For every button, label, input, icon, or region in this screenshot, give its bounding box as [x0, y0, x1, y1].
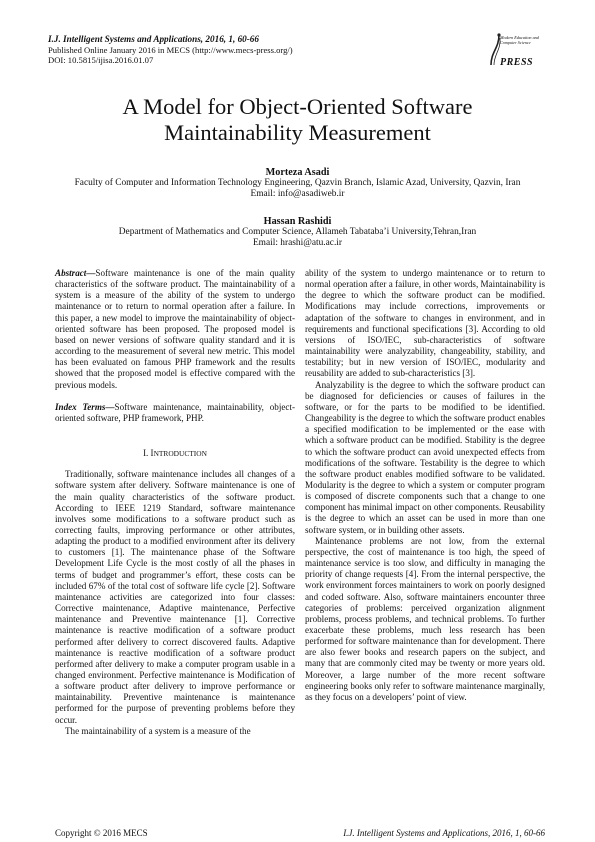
paragraph: The maintainability of a system is a measure of the	[65, 725, 251, 736]
paragraph: Maintenance problems are not low, from the external perspective, the cost of maintenance is too high, the speed of maintenance service is too slow, and difficulty in managing the priority of change requests [4]. From the internal perspective, the work environment forces maintainers to work on poorly designed and coded software. Also, software maintainers encounter three categories of problems: perceived organization alignment problems, process problems, and technical problems. To further exacerbate these problems, much less research has been performed for software maintenance than for development. There are also fewer books and research papers on the subject, and many that are commonly cited may be twenty or more years old. Moreover, a large number of the more recent software engineering books only refer to software maintenance marginally, as they focus on a developers’ point of view.	[305, 535, 545, 702]
footer-journal: I.J. Intelligent Systems and Applications, 2016, 1, 60-66	[343, 828, 545, 838]
author-email: Email: info@asadiweb.ir	[250, 189, 345, 200]
author-affiliation: Faculty of Computer and Information Technology Engineering, Qazvin Branch, Islamic Azad, University, Qazvin, Iran	[74, 178, 521, 189]
section-number: I. I	[143, 448, 154, 459]
index-terms-label: Index Terms—	[55, 401, 115, 412]
author-email: Email: hrashi@atu.ac.ir	[252, 238, 343, 249]
title-line-2: Maintainability Measurement	[164, 120, 431, 145]
abstract-label: Abstract—	[55, 268, 96, 278]
paragraph: ability of the system to undergo maintenance or to return to normal operation after a failure, in other words, Maintainability is the degree to which the software product can be modified. Modifications may include corrections, improvements or adaptation of the software to changes in environment, and in requirements and functional specifications [3]. According to old versions of ISO/IEC, sub-characteristics of software maintainability were analyzability, changeability, stability, and testability; but in new version of ISO/IEC, modularity and reusability are added to sub-characteristics [3].	[305, 268, 545, 379]
author-name: Morteza Asadi	[265, 167, 330, 178]
mecs-logo	[488, 32, 546, 70]
journal-header	[48, 34, 293, 66]
doi-line: DOI: 10.5815/ijisa.2016.01.07	[48, 55, 154, 66]
abstract	[55, 268, 295, 391]
author-affiliation: Department of Mathematics and Computer Science, Allameh Tabataba’i University,Tehran,Iran	[118, 227, 477, 238]
footer-copyright: Copyright © 2016 MECS	[55, 828, 148, 838]
paragraph: Analyzability is the degree to which the software product can be diagnosed for deficiencies or causes of failures in the software, or for the parts to be modified to be identified. Changeability is the degree to which the software product enables a specified modification to be implemented or the ease with which a software product can be modified. Stability is the degree to which the software product can avoid unexpected effects from modifications of the software. Testability is the degree to which the software product enables modified software to be validated. Modularity is the degree to which a system or computer program is composed of discrete components such that a change to one component has minimal impact on other components. Reusability is the degree to which an asset can be used in more than one software system, or in building other assets.	[305, 379, 545, 535]
logo-text: Modern Education and Computer Science	[500, 35, 539, 45]
author-block-2	[40, 216, 555, 250]
journal-name: I.J. Intelligent Systems and Applications,	[48, 34, 204, 44]
author-block-1	[40, 167, 555, 201]
logo-press: PRESS	[500, 57, 534, 68]
index-terms	[55, 402, 295, 424]
abstract-text: Software maintenance is one of the main quality characteristics of the software product. The maintainability of a system is a measure of the ability of the system to undergo maintenance or to return to normal operation after a failure. In this paper, a new model to improve the maintainability of object-oriented software has been proposed. The proposed model is based on newer versions of software quality standard and it is according to the measurement of several new metric. This model has been evaluated on famous PHP framework and the results showed that the proposed model is effective compared with the previous models.	[55, 268, 295, 390]
journal-issue: 2016, 1, 60-66	[203, 34, 259, 44]
author-name: Hassan Rashidi	[263, 216, 332, 227]
title-line-1: A Model for Object-Oriented Software	[122, 94, 473, 119]
left-column	[55, 268, 295, 737]
paper-title	[40, 94, 555, 146]
section-name: NTRODUCTION	[153, 449, 207, 459]
right-column	[305, 268, 545, 703]
index-terms-text: Software maintenance, maintainability, object-oriented software, PHP framework, PHP.	[55, 401, 295, 423]
published-line: Published Online January 2016 in MECS (http://www.mecs-press.org/)	[48, 44, 293, 55]
section-heading	[55, 448, 295, 459]
paragraph: Traditionally, software maintenance includes all changes of a software system after delivery. Software maintenance is one of the main quality characteristics of the software product. According to IEEE 1219 Standard, software maintenance involves some modifications to a software product such as correcting faults, improving performance or other attributes, adapting the product to a modified environment after its delivery to customers [1]. The maintenance phase of the Software Development Life Cycle is the most costly of all the phases in terms of budget and programmer’s effort, these costs can be included 67% of the total cost of software life cycle [2]. Software maintenance activities are categorized into four classes: Corrective maintenance, Adaptive maintenance, Perfective maintenance and Preventive maintenance [1]. Corrective maintenance is reactive modification of a software product performed after delivery to correct discovered faults. Adaptive maintenance is reactive modification of a software product performed after delivery to make a computer program usable in a changed environment. Perfective maintenance is Modification of a software product after delivery to improve performance or maintainability. Preventive maintenance is maintenance performed for the purpose of preventing problems before they occur.	[55, 469, 295, 725]
